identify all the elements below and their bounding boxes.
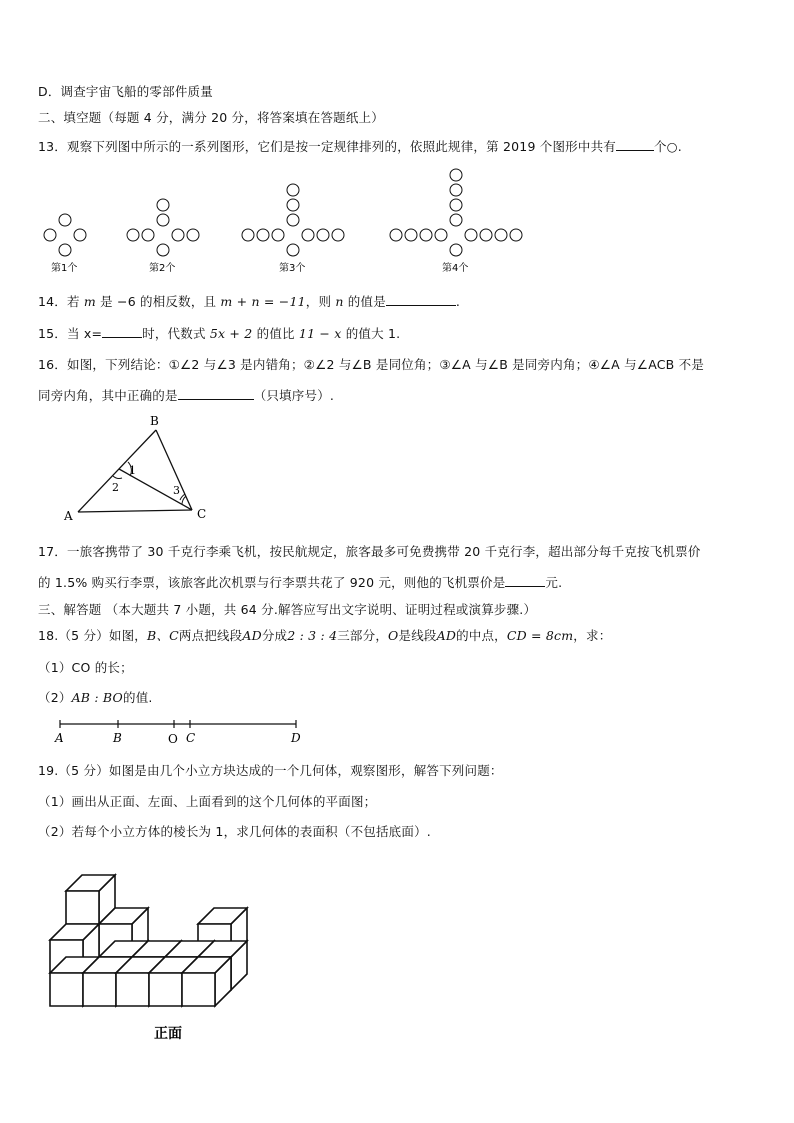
vertex-c: C: [197, 507, 207, 521]
vertex-b: B: [150, 414, 159, 428]
q18-text-a: 18.（5 分）如图，: [38, 628, 148, 643]
pattern-circle: [272, 229, 284, 241]
pattern-circle: [287, 244, 299, 256]
q17-text-b: 的 1.5% 购买行李票，该旅客此次机票与行李票共花了 920 元，则他的飞机票价是: [38, 575, 506, 590]
pattern-circle: [480, 229, 492, 241]
question-19-part2: （2）若每个小立方体的棱长为 1，求几何体的表面积（不包括底面）.: [38, 824, 431, 839]
figure-label: 第4个: [442, 263, 469, 274]
question-19: 19.（5 分）如图是由几个小立方块达成的一个几何体，观察图形，解答下列问题：: [38, 763, 503, 778]
segment-svg: [46, 712, 316, 746]
pattern-circle: [257, 229, 269, 241]
cube-svg: [40, 856, 270, 1044]
q18-seg-ad-2: AD: [436, 628, 457, 643]
triangle-figure: [58, 412, 228, 528]
q13-blank: [616, 138, 654, 151]
pattern-circle: [157, 199, 169, 211]
triangle-svg: [58, 412, 228, 528]
pattern-circle: [287, 199, 299, 211]
angle-2-label: 2: [112, 481, 119, 494]
pattern-circle: [495, 229, 507, 241]
q14-text-b: 是 −6 的相反数，且: [100, 294, 217, 309]
q14-text-c: ，则: [305, 294, 332, 309]
question-18-part2: [38, 688, 153, 706]
q16-text-b: 同旁内角，其中正确的是: [38, 388, 178, 403]
pattern-circle: [287, 184, 299, 196]
q15-expr2: 11 − x: [298, 326, 342, 341]
pattern-circle: [465, 229, 477, 241]
cube-figure: [40, 856, 270, 1044]
pattern-circle: [450, 244, 462, 256]
pattern-circle: [510, 229, 522, 241]
point-b: B: [113, 731, 122, 745]
q18-2-ratio: AB : BO: [71, 690, 123, 705]
pattern-circle: [435, 229, 447, 241]
section-3-heading: 三、解答题 （本大题共 7 小题，共 64 分.解答应写出文字说明、证明过程或演算步骤.）: [38, 602, 537, 617]
q15-text-c: 的值比: [256, 326, 295, 341]
q14-blank: [386, 293, 456, 306]
figure-label: 第1个: [51, 263, 78, 274]
q18-cd: CD = 8cm: [506, 628, 574, 643]
q18-text-f: 的中点，: [456, 628, 507, 643]
pattern-circle: [317, 229, 329, 241]
q18-points-bc: B、C: [147, 628, 179, 643]
pattern-circle: [142, 229, 154, 241]
pattern-circle: [187, 229, 199, 241]
pattern-circle: [450, 214, 462, 226]
q16-text-c: （只填序号）.: [253, 388, 335, 403]
q15-blank: [102, 325, 142, 338]
pattern-circle: [450, 169, 462, 181]
question-16-line1: 16．如图，下列结论：①∠2 与∠3 是内错角；②∠2 与∠B 是同位角；③∠A 与∠B 是同旁内角；④∠A 与∠ACB 不是: [38, 357, 705, 372]
pattern-circle: [44, 229, 56, 241]
q18-2-suffix: 的值.: [123, 690, 153, 705]
q13-text: 13．观察下列图中所示的一系列图形，它们是按一定规律排列的，依照此规律，第 2019 个图形中共有: [38, 139, 616, 154]
q14-text-a: 14．若: [38, 294, 80, 309]
q14-var-m: m: [83, 294, 96, 309]
q14-text-d: 的值是: [347, 294, 386, 309]
q17-blank: [505, 574, 545, 587]
question-18: [38, 626, 611, 644]
pattern-circle: [332, 229, 344, 241]
question-14: [38, 292, 460, 310]
pattern-circle: [450, 199, 462, 211]
pattern-circle: [74, 229, 86, 241]
cube-caption: 正面: [154, 1026, 182, 1042]
q18-text-d: 三部分，: [337, 628, 389, 643]
q18-point-o: O: [388, 628, 399, 643]
q15-text-a: 15．当 x=: [38, 326, 103, 341]
pattern-circle: [157, 214, 169, 226]
q15-text-d: 的值大 1.: [345, 326, 401, 341]
pattern-circle: [420, 229, 432, 241]
question-17-line2: [38, 573, 562, 591]
q14-expr: m + n = −11: [220, 294, 306, 309]
angle-1-label: 1: [129, 464, 136, 477]
pattern-circle: [405, 229, 417, 241]
pattern-circle: [172, 229, 184, 241]
point-o: O: [168, 732, 178, 746]
point-a: A: [55, 731, 64, 745]
section-2-heading: 二、填空题（每题 4 分，满分 20 分，将答案填在答题纸上）: [38, 110, 384, 125]
option-d: D．调查宇宙飞船的零部件质量: [38, 84, 213, 99]
q18-2-prefix: （2）: [38, 690, 72, 705]
q15-expr1: 5x + 2: [209, 326, 253, 341]
question-18-part1: （1）CO 的长；: [38, 660, 133, 675]
circle-pattern-svg: [30, 160, 550, 278]
segment-figure: [46, 712, 316, 746]
q16-blank: [178, 387, 254, 400]
question-15: [38, 324, 400, 342]
figure-label: 第3个: [279, 263, 306, 274]
question-13: [38, 137, 682, 155]
q18-seg-ad: AD: [242, 628, 262, 643]
q18-text-b: 两点把线段: [178, 628, 243, 643]
pattern-circle: [59, 244, 71, 256]
q13-tail: 个○.: [653, 139, 682, 154]
pattern-circle: [242, 229, 254, 241]
q14-text-e: .: [455, 294, 461, 309]
question-17-line1: 17．一旅客携带了 30 千克行李乘飞机，按民航规定，旅客最多可免费携带 20 千克行李，超出部分每千克按飞机票价: [38, 544, 701, 559]
circle-pattern-figure: [30, 160, 550, 278]
point-d: D: [291, 731, 301, 745]
q18-text-g: ，求：: [573, 628, 612, 643]
figure-label: 第2个: [149, 263, 176, 274]
q18-text-c: 分成: [261, 628, 288, 643]
pattern-circle: [450, 184, 462, 196]
vertex-a: A: [64, 509, 73, 523]
pattern-circle: [157, 244, 169, 256]
question-16-line2: [38, 386, 334, 404]
q18-ratio: 2 : 3 : 4: [287, 628, 338, 643]
pattern-circle: [287, 214, 299, 226]
pattern-circle: [59, 214, 71, 226]
q15-text-b: 时，代数式: [142, 326, 206, 341]
q18-text-e: 是线段: [398, 628, 437, 643]
q17-text-c: 元.: [545, 575, 563, 590]
angle-3-label: 3: [173, 484, 180, 497]
question-19-part1: （1）画出从正面、左面、上面看到的这个几何体的平面图；: [38, 794, 377, 809]
q14-var-n: n: [335, 294, 344, 309]
point-c: C: [186, 731, 196, 745]
pattern-circle: [302, 229, 314, 241]
pattern-circle: [390, 229, 402, 241]
pattern-circle: [127, 229, 139, 241]
